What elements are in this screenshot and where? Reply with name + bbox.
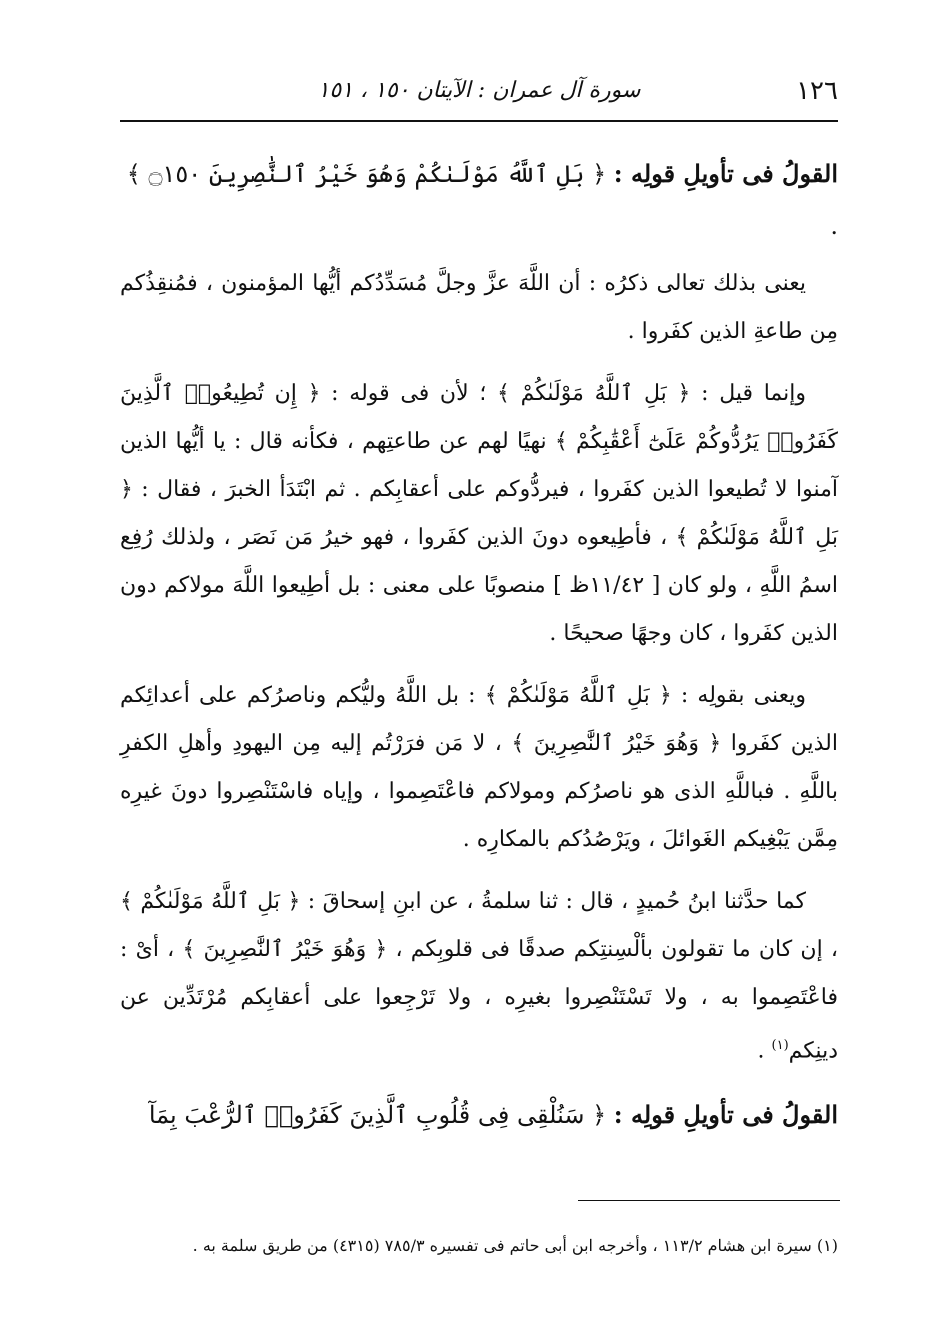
footnote-divider (578, 1200, 840, 1201)
paragraph: ويعنى بقولِه : ﴿ بَلِ ٱللَّهُ مَوْلَىٰكُمْ ﴾ : بل اللَّهُ وليُّكم وناصرُكم على أعدائِكم الذين كفَروا ﴿ وَهُوَ خَيْرُ ٱلنَّٰصِرِينَ ﴾ ، لا مَن فرَرْتُم إليه مِن اليهودِ وأهلِ الكفرِ باللَّهِ . فباللَّهِ الذى هو ناصرُكم ومولاكم فاعْتَصِموا ، وإياه فاسْتَنْصِروا دونَ غيرِه مِمَّن يَبْغِيكم الغَوائلَ ، ويَرْصُدُكم بالمكارِه . (120, 683, 838, 852)
quran-verse: ﴿ سَنُلْقِى فِى قُلُوبِ ٱلَّذِينَ كَفَرُوا۟ ٱلرُّعْبَ بِمَآ (148, 1101, 607, 1130)
footnote-reference[interactable]: (١) (771, 1038, 789, 1053)
main-text (120, 148, 838, 1149)
heading-lead: القولُ فى تأويلِ قولِه : (613, 159, 838, 188)
heading-lead: القولُ فى تأويلِ قولِه : (613, 1100, 838, 1130)
page-header (120, 70, 838, 122)
paragraph (120, 878, 838, 1075)
paragraph: وإنما قيل : ﴿ بَلِ ٱللَّهُ مَوْلَىٰكُمْ ﴾ ؛ لأن فى قوله : ﴿ إِن تُطِيعُوا۟ ٱلَّذِينَ كَفَرُوا۟ يَرُدُّوكُمْ عَلَىٰٓ أَعْقَٰبِكُمْ ﴾ نهيًا لهم عن طاعتِهم ، فكأنه قال : يا أيُّها الذين آمنوا لا تُطيعوا الذين كفَروا ، فيردُّوكم على أعقابِكم . ثم ابْتَدَأ الخبرَ ، فقال : ﴿ بَلِ ٱللَّهُ مَوْلَىٰكُمْ ﴾ ، فأطِيعوه دونَ الذين كفَروا ، فهو خيرُ مَن نَصَر ، ولذلك رُفِع اسمُ اللَّهِ ، ولو كان [ ١١/٤٢ظ ] منصوبًا على معنى : بل أطِيعوا اللَّهَ مولاكم دون الذين كفَروا ، كان وجهًا صحيحًا . (120, 381, 839, 646)
paragraph-end: . (757, 1038, 772, 1064)
footnote: (١) سيرة ابن هشام ١١٣/٢ ، وأخرجه ابن أبى حاتم فى تفسيره ٧٨٥/٣ (٤٣١٥) من طريق سلمة به . (192, 1236, 838, 1255)
paragraph: يعنى بذلك تعالى ذكرُه : أن اللَّهَ عزَّ وجلَّ مُسَدِّدُكم أيُّها المؤمنون ، فمُنقِذُكم مِن طاعةِ الذين كفَروا . (120, 271, 838, 344)
quran-verse: ﴿ بَلِ ٱللَّهُ مَوْلَىٰكُمْ وَهُوَ خَيْرُ ٱلنَّٰصِرِينَ ۝١٥٠ ﴾ . (126, 160, 838, 240)
section-heading (120, 1089, 838, 1141)
paragraph-text: كما حدَّثنا ابنُ حُميدٍ ، قال : ثنا سلمةُ ، عن ابنِ إسحاقَ : ﴿ بَلِ ٱللَّهُ مَوْلَىٰكُمْ ﴾ ، إن كان ما تقولون بألْسِنتِكم صدقًا فى قلوبِكم ، ﴿ وَهُوَ خَيْرُ ٱلنَّٰصِرِينَ ﴾ ، أىْ : فاعْتَصِموا به ، ولا تَسْتَنْصِروا بغيرِه ، ولا تَرْجِعوا على أعقابِكم مُرْتَدِّين عن دينِكم (120, 889, 838, 1064)
running-title: سورة آل عمران : الآيتان ١٥٠ ، ١٥١ (317, 78, 641, 103)
page-number: ١٢٦ (796, 76, 838, 106)
section-heading (120, 148, 838, 252)
